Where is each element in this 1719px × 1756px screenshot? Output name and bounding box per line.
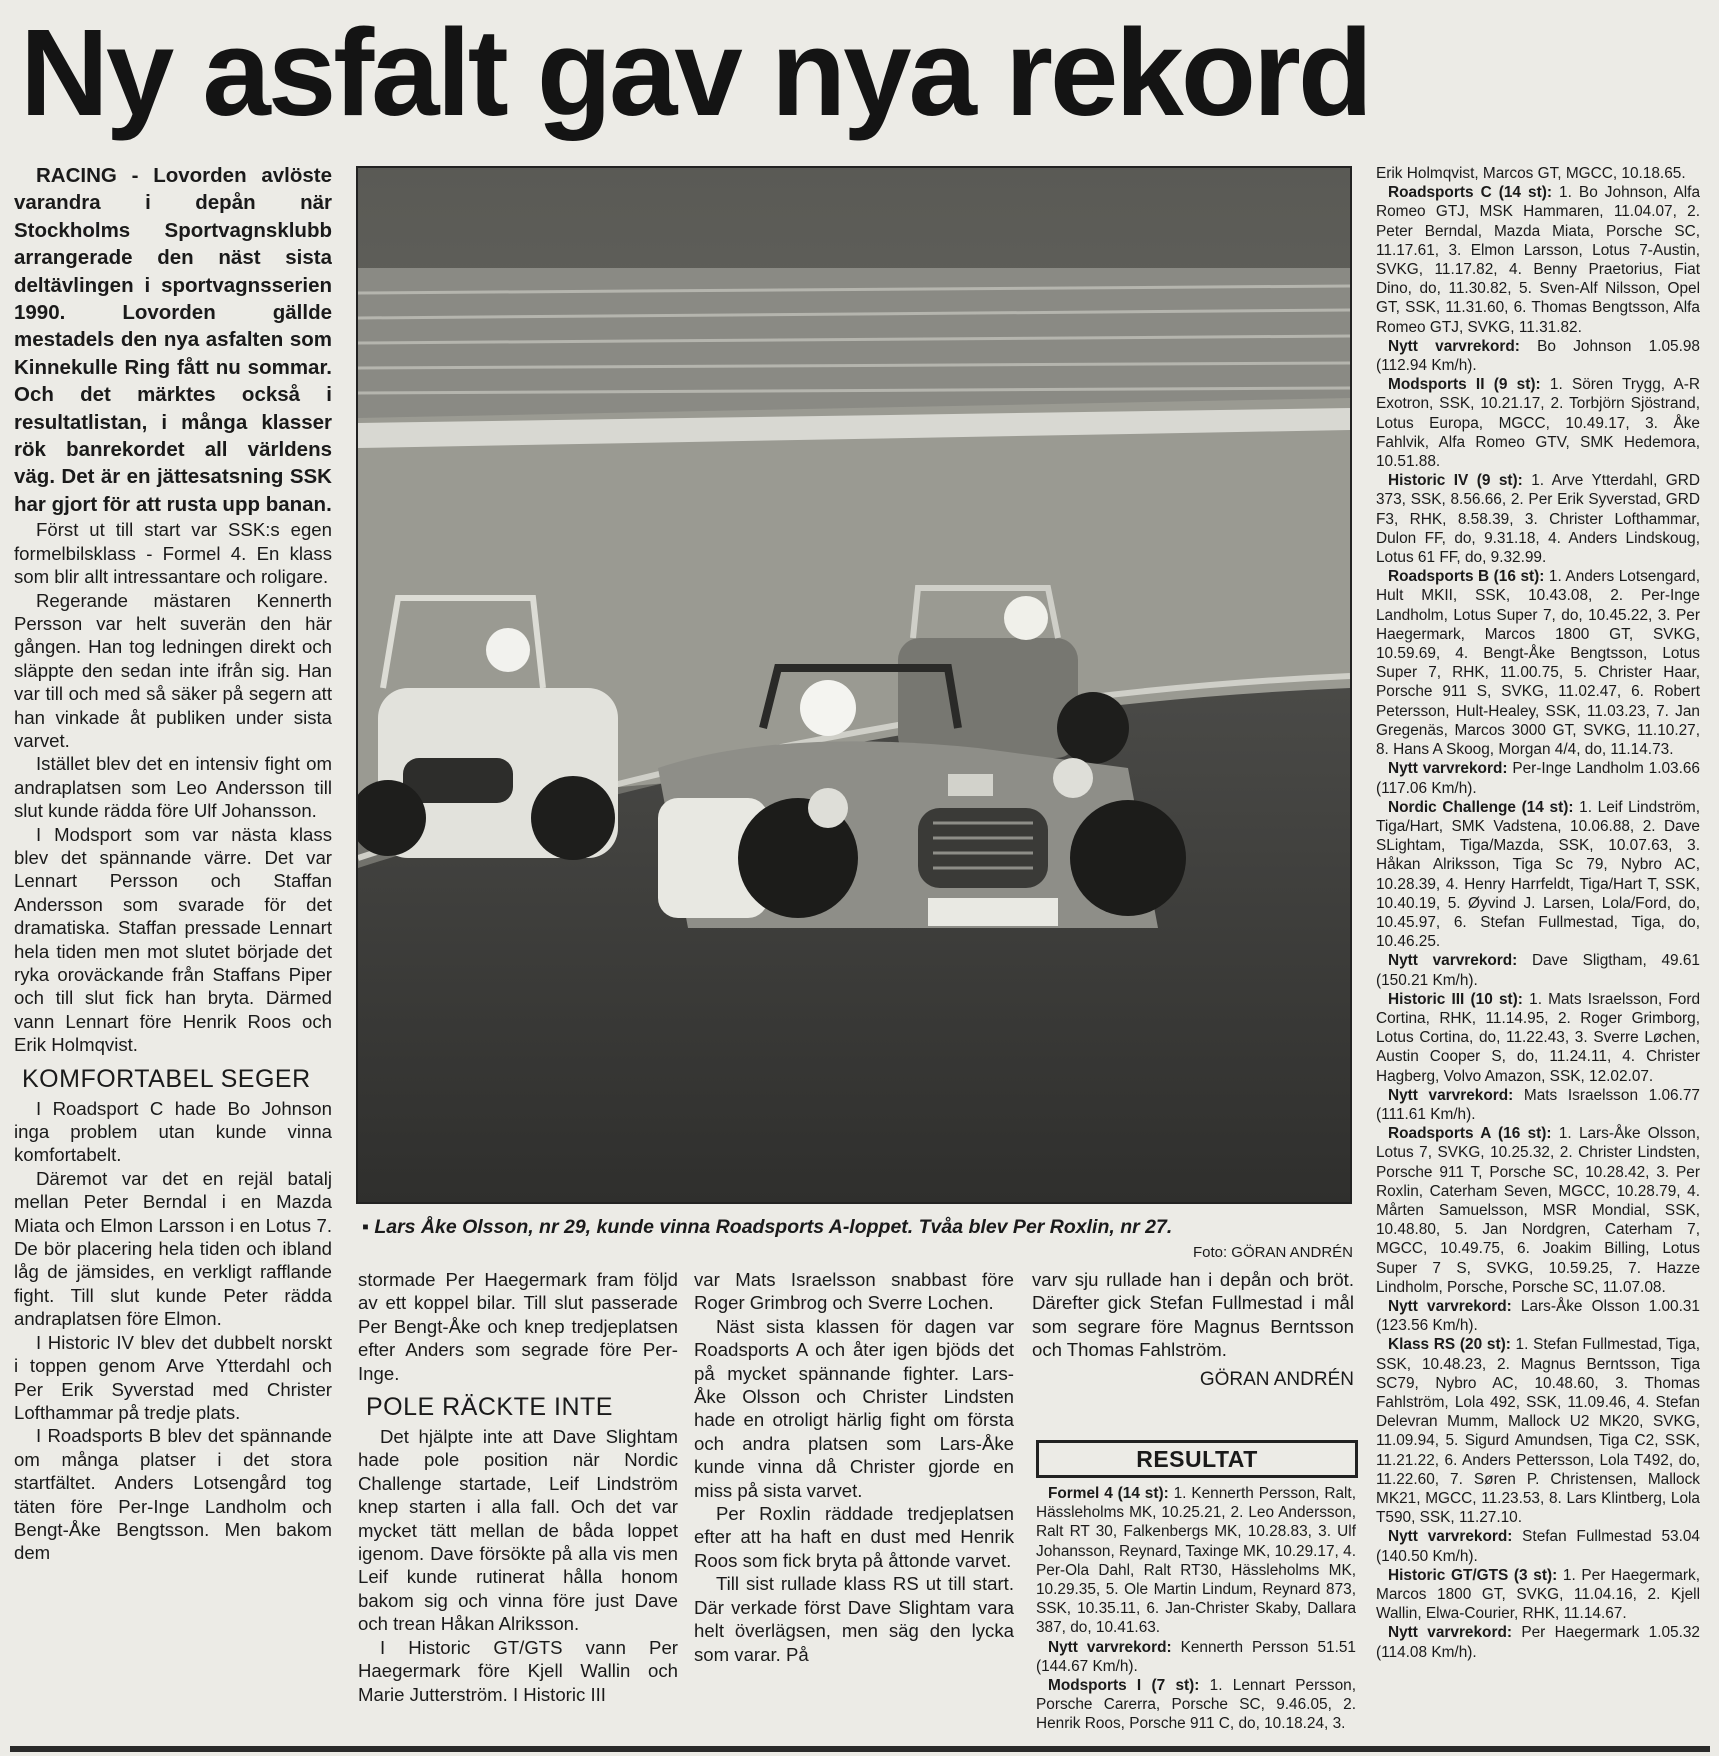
paragraph: stormade Per Haegermark fram följd av ett koppel bilar. Till slut passerade Per Bengt-Åke och knep tredjeplatsen efter Anders som segrade före Per-Inge.	[358, 1269, 678, 1384]
paragraph: var Mats Israelsson snabbast före Roger Grimbrog och Sverre Lochen.	[694, 1269, 1014, 1314]
result-entry: Historic III (10 st): 1. Mats Israelsson, Ford Cortina, RHK, 11.14.95, 2. Roger Grimborg, Lotus Cortina, do, 11.22.43, 3. Sverre Løchen, Austin Cooper S, do, 11.24.11, 4. Christer Hagberg, Volvo Amazon, SSK, 12.02.07.	[1376, 990, 1700, 1085]
result-entry: Roadsports B (16 st): 1. Anders Lotsengard, Hult MKII, SSK, 10.43.08, 2. Per-Inge Landholm, Lotus Super 7, do, 10.45.22, 3. Per Haegermark, Marcos 1800 GT, SVKG, 10.59.69, 4. Bengt-Åke Bengtsson, Lotus Super 7, RHK, 11.00.75, 5. Christer Haar, Porsche 911 S, SVKG, 11.02.47, 6. Robert Petersson, Hult-Healey, SSK, 11.03.23, 7. Jan Gregenäs, Marcos 3000 GT, SVKG, 11.10.27, 8. Hans A Skoog, Morgan 4/4, do, 11.14.73.	[1376, 568, 1700, 759]
subheading-komfortabel-seger: KOMFORTABEL SEGER	[22, 1064, 311, 1093]
paragraph: Först ut till start var SSK:s egen formelbilsklass - Formel 4. En klass som blir allt intressantare och roligare.	[14, 519, 332, 588]
result-entry: Modsports I (7 st): 1. Lennart Persson, Porsche Carerra, Porsche SC, 9.46.05, 2. Henrik Roos, Porsche 911 C, do, 10.18.24, 3.	[1036, 1677, 1356, 1733]
photo-caption: ▪ Lars Åke Olsson, nr 29, kunde vinna Roadsports A-loppet. Tvåa blev Per Roxlin, nr 27.	[362, 1216, 1173, 1238]
paragraph: I Roadsport C hade Bo Johnson inga problem utan kunde vinna komfortabelt.	[14, 1097, 332, 1166]
paragraph: Det hjälpte inte att Dave Slightam hade pole position när Nordic Challenge startade, Leif Lindström knep starten i alla fall. Och det var mycket tätt mellan de båda loppet igenom. Dave försökte på alla vis men Leif kunde rutinerat hålla honom bakom sig och vinna före just Dave och trean Håkan Alriksson.	[358, 1426, 678, 1635]
lead-paragraph: RACING - Lovorden avlöste varandra i depån när Stockholms Sportvagnsklubb arrangerade den näst sista deltävlingen i sportvagnsserien 1990. Lovorden gällde mestadels den nya asfalten som Kinnekulle Ring fått nu sommar. Och det märktes också i resultatlistan, i många klasser rök banrekordet all världens väg. Det är en jättesatsning SSK har gjort för att rusta upp banan.	[14, 164, 332, 516]
paragraph: Däremot var det en rejäl batalj mellan Peter Berndal i en Mazda Miata och Elmon Larsson i en Lotus 7. De bör placering hela tiden och ibland låg de jämsides, en verkligt rafflande fight. Till slut kunde Peter rädda andraplatsen före Elmon.	[14, 1167, 332, 1330]
result-entry: Roadsports A (16 st): 1. Lars-Åke Olsson, Lotus 7, SVKG, 10.25.32, 2. Christer Lindsten, Porsche 911 T, Porsche SC, 10.28.42, 3. Per Roxlin, Caterham Seven, MGCC, 10.28.79, 4. Mårten Samuelsson, MSR Mondial, SSK, 10.48.80, 5. Jan Nordgren, Caterham 7, MGCC, 10.49.75, 6. Joakim Billing, Lotus Super 7 S, SVKG, 10.59.25, 7. Hazze Lindholm, Porsche, Porsche SC, 11.07.08.	[1376, 1125, 1700, 1296]
paragraph: I Roadsports B blev det spännande om många platser i det stora startfältet. Anders Lotsengård tog täten före Per-Inge Landholm och Bengt-Åke Bengtsson. Men bakom dem	[14, 1425, 332, 1564]
paragraph: Till sist rullade klass RS ut till start. Där verkade först Dave Slightam vara helt överlägsen, men säg den lycka som varar. På	[694, 1573, 1014, 1665]
article-column-2	[358, 1268, 678, 1746]
result-entry: Nytt varvrekord: Bo Johnson 1.05.98 (112.94 Km/h).	[1376, 337, 1700, 375]
result-entry: Historic IV (9 st): 1. Arve Ytterdahl, GRD 373, SSK, 8.56.66, 2. Per Erik Syverstad, GRD F3, RHK, 8.58.39, 3. Christer Lofthammar, Dulon FF, do, 9.31.18, 4. Anders Lindskoug, Lotus 61 FF, do, 9.32.99.	[1376, 472, 1700, 567]
result-entry: Nytt varvrekord: Per-Inge Landholm 1.03.66 (117.06 Km/h).	[1376, 760, 1700, 797]
paragraph: I Modsport som var nästa klass blev det spännande värre. Det var Lennart Persson och Staffan Andersson som svarade för det dramatiska. Staffan pressade Lennart hela tiden men mot slutet började det ryka oroväckande från Staffans Piper och till slut fick han bryta. Därmed vann Lennart före Henrik Roos och Erik Holmqvist.	[14, 823, 332, 1056]
headline: Ny asfalt gav nya rekord	[20, 5, 1370, 142]
article-column-3	[694, 1268, 1014, 1746]
result-entry: Nytt varvrekord: Dave Sligtham, 49.61 (150.21 Km/h).	[1376, 952, 1700, 989]
results-list-side	[1376, 164, 1700, 1746]
byline: GÖRAN ANDRÉN	[1199, 1368, 1354, 1390]
paragraph: varv sju rullade han i depån och bröt. Därefter gick Stefan Fullmestad i mål som segrare före Magnus Berntsson och Thomas Fahlström.	[1032, 1269, 1354, 1361]
result-entry: Nytt varvrekord: Mats Israelsson 1.06.77 (111.61 Km/h).	[1376, 1086, 1700, 1123]
result-entry: Nytt varvrekord: Kennerth Persson 51.51 (144.67 Km/h).	[1036, 1638, 1356, 1675]
results-list-box	[1036, 1484, 1356, 1746]
result-entry: Nytt varvrekord: Lars-Åke Olsson 1.00.31 (123.56 Km/h).	[1376, 1297, 1700, 1335]
paragraph: I Historic GT/GTS vann Per Haegermark före Kjell Wallin och Marie Jutterström. I Historic III	[358, 1636, 678, 1705]
bottom-rule	[10, 1746, 1710, 1752]
article-column-1	[14, 162, 332, 1742]
result-entry: Nordic Challenge (14 st): 1. Leif Lindström, Tiga/Hart, SMK Vadstena, 10.06.88, 2. Dave SLightam, Tiga/Mazda, SSK, 10.07.63, 3. Håkan Alriksson, Tiga Sc 79, Nybro AC, 10.28.39, 4. Henry Harrfeldt, Tiga/Hart T, SSK, 10.40.19, 5. Øyvind J. Larsen, Lola/Ford, do, 10.45.97, 6. Stefan Fullmestad, Tiga, do, 10.46.25.	[1376, 798, 1700, 951]
paragraph: I Historic IV blev det dubbelt norskt i toppen genom Arve Ytterdahl och Per Erik Syverstad med Christer Lofthammar på tredje plats.	[14, 1331, 332, 1423]
result-entry: Nytt varvrekord: Per Haegermark 1.05.32 (114.08 Km/h).	[1376, 1624, 1700, 1661]
result-continuation: Erik Holmqvist, Marcos GT, MGCC, 10.18.65.	[1376, 165, 1686, 182]
result-entry: Historic GT/GTS (3 st): 1. Per Haegermark, Marcos 1800 GT, SVKG, 11.04.16, 2. Kjell Wallin, Elwa-Courier, RHK, 11.14.67.	[1376, 1566, 1700, 1623]
race-photo	[356, 166, 1352, 1204]
photo-credit: Foto: GÖRAN ANDRÉN	[1192, 1244, 1353, 1261]
result-entry: Modsports II (9 st): 1. Sören Trygg, A-R Exotron, SSK, 10.21.17, 2. Torbjörn Sjöstrand, Lotus Europa, MGCC, 10.49.17, 3. Åke Fahlvik, Alfa Romeo GTV, SMK Hedemora, 10.51.88.	[1376, 376, 1700, 471]
race-cars-photo	[358, 168, 1350, 1202]
result-entry: Nytt varvrekord: Stefan Fullmestad 53.04 (140.50 Km/h).	[1376, 1528, 1700, 1565]
paragraph: Istället blev det en intensiv fight om andraplatsen som Leo Andersson till slut kunde rädda före Ulf Johansson.	[14, 753, 332, 822]
result-entry: Klass RS (20 st): 1. Stefan Fullmestad, Tiga, SSK, 10.48.23, 2. Magnus Berntsson, Tiga SC79, Nybro AC, 10.48.60, 3. Thomas Fahlström, Lola 492, SSK, 11.09.46, 4. Stefan Delevran Mumm, Mallock U2 MK20, SVKG, 11.09.94, 5. Sigurd Amundsen, Tiga C2, SSK, 11.21.22, 6. Anders Pettersson, Lola T492, do, 11.22.60, 7. Søren P. Christensen, Mallock MK21, MGCC, 11.23.53, 8. Lars Klintberg, Lola T590, SSK, 11.27.10.	[1376, 1336, 1700, 1527]
subheading-pole-rackte-inte: POLE RÄCKTE INTE	[366, 1393, 613, 1422]
paragraph: Regerande mästaren Kennerth Persson var helt suverän den här gången. Han tog ledningen direkt och släppte den sedan inte ifrån sig. Han var till och med så säker på segern att han vinkade åt publiken under sista varvet.	[14, 589, 332, 751]
results-heading: RESULTAT	[1036, 1440, 1358, 1478]
article-column-4	[1032, 1268, 1354, 1438]
paragraph: Näst sista klassen för dagen var Roadsports A och åter igen bjöds det på mycket spännande fighter. Lars-Åke Olsson och Christer Lindsten hade en otroligt härlig fight om första och andra platsen som Lars-Åke kunde vinna då Christer gjorde en miss på sista varvet.	[694, 1315, 1014, 1501]
result-entry: Formel 4 (14 st): 1. Kennerth Persson, Ralt, Hässleholms MK, 10.25.21, 2. Leo Andersson, Ralt RT 30, Falkenbergs MK, 10.28.83, 3. Ulf Johansson, Reynard, Taxinge MK, 10.29.17, 4. Per-Ola Dahl, Ralt RT30, Hässleholms MK, 10.29.35, 5. Ole Martin Lindum, Reynard 873, SSK, 10.35.11, 6. Jan-Christer Skaby, Dallara 387, do, 10.41.63.	[1036, 1485, 1356, 1637]
result-entry: Roadsports C (14 st): 1. Bo Johnson, Alfa Romeo GTJ, MSK Hammaren, 11.04.07, 2. Peter Berndal, Mazda Miata, Porsche SC, 11.17.61, 3. Elmon Larsson, Lotus 7-Austin, SVKG, 11.17.82, 4. Benny Praetorius, Fiat Dino, do, 11.30.82, 5. Sven-Alf Nilsson, Opel GT, SSK, 11.31.60, 6. Thomas Bengtsson, Alfa Romeo GTJ, SVKG, 11.31.82.	[1376, 184, 1700, 336]
paragraph: Per Roxlin räddade tredjeplatsen efter att ha haft en dust med Henrik Roos som fick bryta på åttonde varvet.	[694, 1503, 1014, 1571]
